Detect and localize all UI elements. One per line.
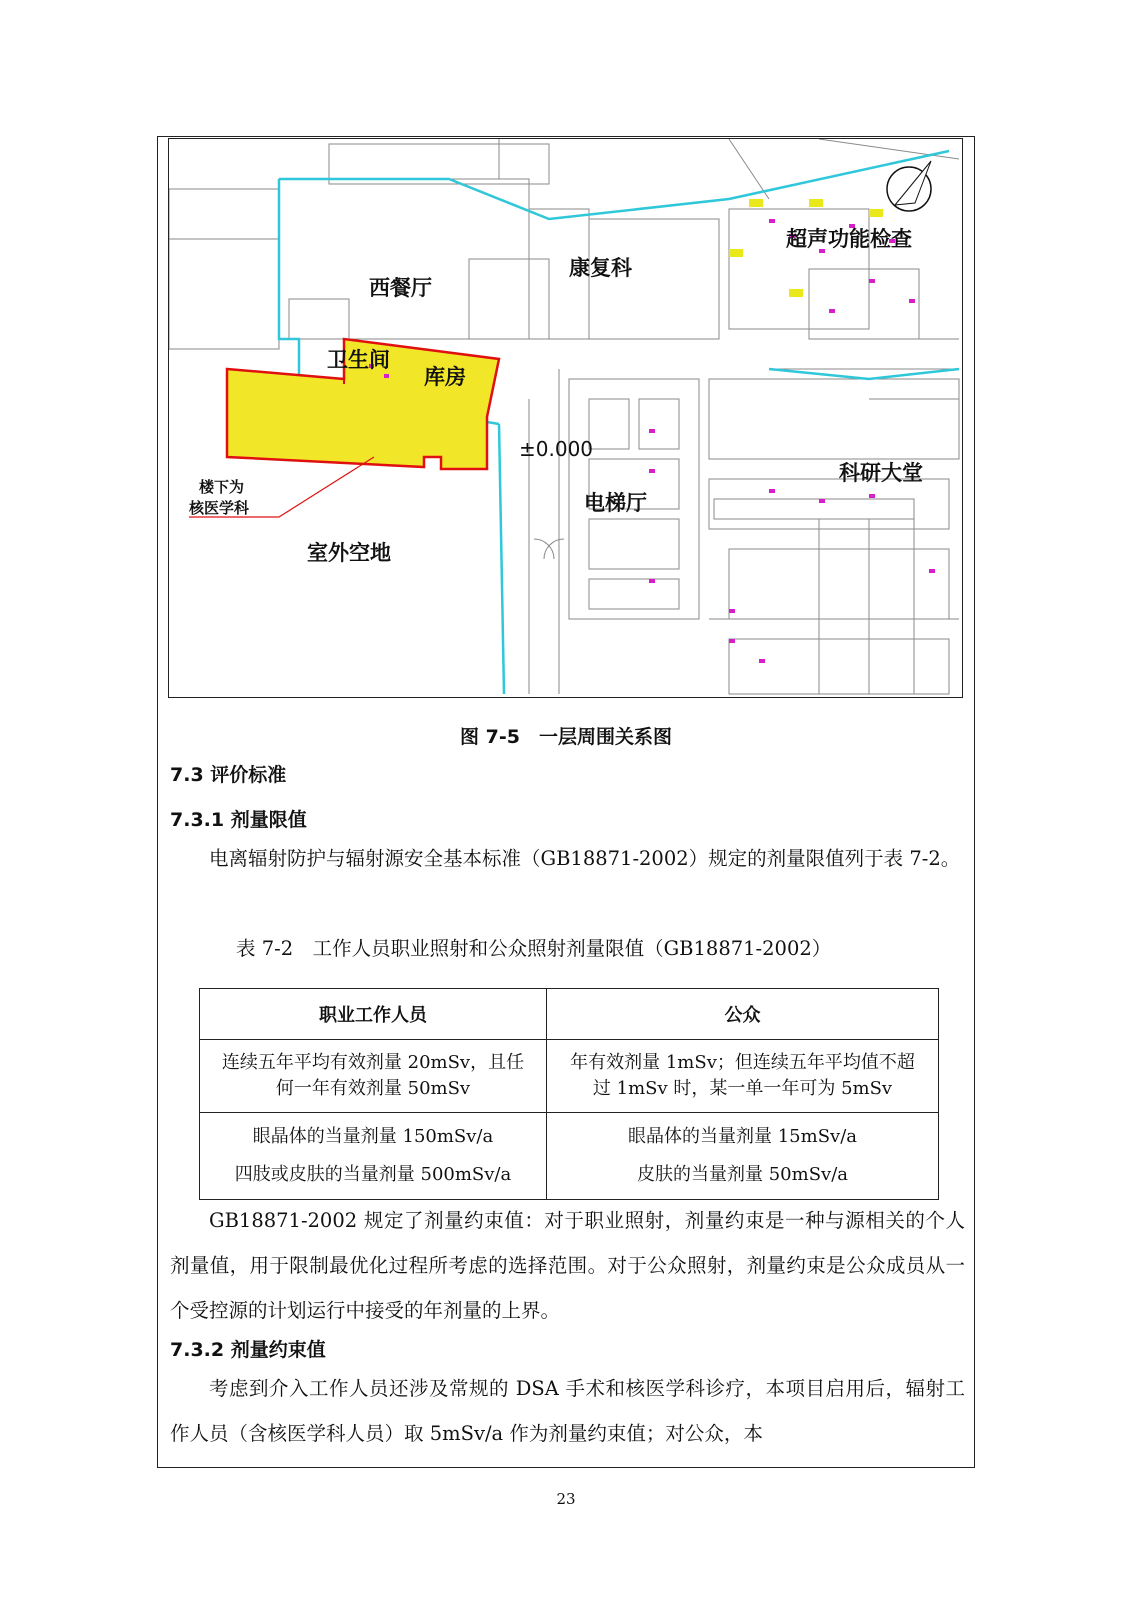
cell-line: 年有效剂量 1mSv；但连续五年平均值不超 <box>570 1052 915 1073</box>
table-row <box>200 1040 939 1113</box>
cell-line: 四肢或皮肤的当量剂量 500mSv/a <box>234 1164 512 1185</box>
cell-line: 眼晶体的当量剂量 150mSv/a <box>252 1126 494 1147</box>
map-label-elevation: ±0.000 <box>519 437 594 461</box>
table-header-row <box>200 989 939 1040</box>
table-header-public: 公众 <box>547 989 939 1040</box>
table-cell-occupational-effective <box>200 1040 547 1113</box>
table-cell-public-equivalent <box>547 1113 939 1200</box>
map-label-ultrasound: 超声功能检查 <box>786 227 912 251</box>
map-label-below-line2: 核医学科 <box>189 499 250 517</box>
section-heading-7-3-2: 7.3.2 剂量约束值 <box>170 1339 326 1361</box>
north-arrow-icon <box>887 161 931 211</box>
map-label-storage: 库房 <box>424 365 466 389</box>
section-heading-7-3: 7.3 评价标准 <box>170 764 287 786</box>
paragraph-constraint-value: 考虑到介入工作人员还涉及常规的 DSA 手术和核医学科诊疗，本项目启用后，辐射工作人员（含核医学科人员）取 5mSv/a 作为剂量约束值；对公众，本 <box>170 1377 965 1445</box>
table-caption: 表 7-2 工作人员职业照射和公众照射剂量限值（GB18871-2002） <box>236 937 832 960</box>
dose-limit-table <box>199 988 939 1200</box>
table-row <box>200 1113 939 1200</box>
table-cell-public-effective <box>547 1040 939 1113</box>
paragraph-dose-constraint: GB18871-2002 规定了剂量约束值：对于职业照射，剂量约束是一种与源相关的个人剂量值，用于限制最优化过程所考虑的选择范围。对于公众照射，剂量约束是公众成员从一个受控源的计划运行中接受的年剂量的上界。 <box>170 1209 965 1322</box>
section-heading-7-3-1: 7.3.1 剂量限值 <box>170 809 307 831</box>
cell-line: 过 1mSv 时，某一单一年可为 5mSv <box>592 1078 893 1099</box>
map-label-below-line1: 楼下为 <box>199 478 245 496</box>
page-number: 23 <box>556 1490 576 1508</box>
cell-line: 皮肤的当量剂量 50mSv/a <box>637 1164 848 1185</box>
map-label-outdoor: 室外空地 <box>307 541 391 565</box>
floor-plan-figure <box>168 138 963 698</box>
map-label-western-restaurant: 西餐厅 <box>369 276 432 300</box>
map-label-rehab: 康复科 <box>569 256 632 280</box>
cell-line: 眼晶体的当量剂量 15mSv/a <box>628 1126 857 1147</box>
table-header-occupational: 职业工作人员 <box>200 989 547 1040</box>
map-label-toilet: 卫生间 <box>327 348 390 372</box>
figure-caption: 图 7-5 一层周围关系图 <box>460 726 672 748</box>
map-label-research-hall: 科研大堂 <box>839 461 923 485</box>
table-cell-occupational-equivalent <box>200 1113 547 1200</box>
paragraph-dose-limit: 电离辐射防护与辐射源安全基本标准（GB18871-2002）规定的剂量限值列于表 7-2。 <box>209 847 961 870</box>
cell-line: 何一年有效剂量 50mSv <box>275 1078 471 1099</box>
map-label-elevator-hall: 电梯厅 <box>584 491 647 515</box>
cell-line: 连续五年平均有效剂量 20mSv，且任 <box>221 1052 525 1073</box>
